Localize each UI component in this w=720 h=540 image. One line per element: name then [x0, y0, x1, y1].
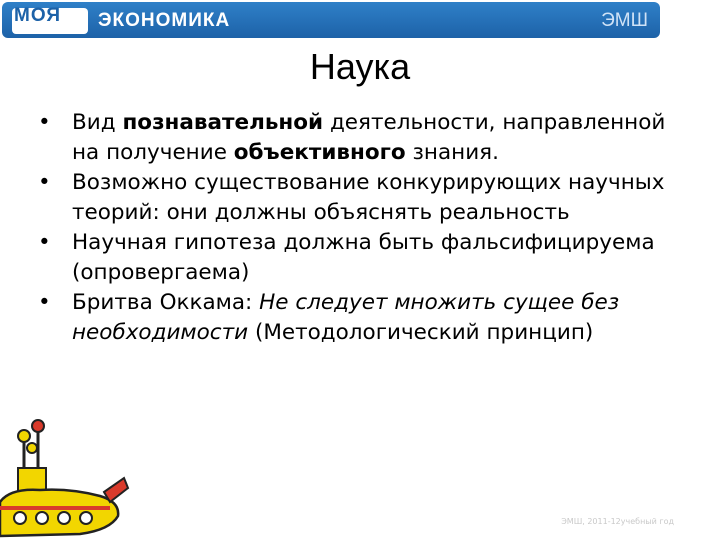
bullet-item-occams-razor: [36, 288, 676, 348]
bullet-item-definition: [36, 108, 676, 168]
header-banner: [2, 2, 660, 38]
bullet-glyph: •: [38, 230, 51, 255]
bullet-text: деятельности, направленной на получение: [72, 110, 666, 165]
bullet-list: [36, 108, 676, 348]
footer-note: ЭМШ, 2011-12учебный год: [561, 517, 674, 526]
bullet-text: Бритва Оккама:: [72, 290, 260, 315]
bullet-text: Вид: [72, 110, 123, 135]
logo-text-economika: ЭКОНОМИКА: [98, 10, 231, 31]
bullet-glyph: •: [38, 290, 51, 315]
bullet-text: Возможно существование конкурирующих научных теорий: они должны объяснять реальность: [72, 170, 665, 225]
bullet-item-competing-theories: [36, 168, 676, 228]
bullet-italic-text: Не следует множить сущее без необходимости: [72, 290, 620, 345]
bullet-item-falsifiability: [36, 228, 676, 288]
bullet-bold-text: познавательной: [122, 110, 324, 135]
bullet-glyph: •: [38, 170, 51, 195]
bullet-bold-text: объективного: [233, 140, 406, 165]
bullet-text: знания.: [405, 140, 499, 165]
slide-title: Наука: [309, 46, 411, 87]
bullet-text: Научная гипотеза должна быть фальсифицируема (опровергаема): [72, 230, 655, 285]
bullet-text: (Методологический принцип): [248, 320, 594, 345]
logo-text-moya: МОЯ: [14, 5, 62, 26]
bullet-glyph: •: [38, 110, 51, 135]
yellow-submarine-icon: [0, 418, 140, 540]
header-school-label: ЭМШ: [601, 10, 648, 31]
